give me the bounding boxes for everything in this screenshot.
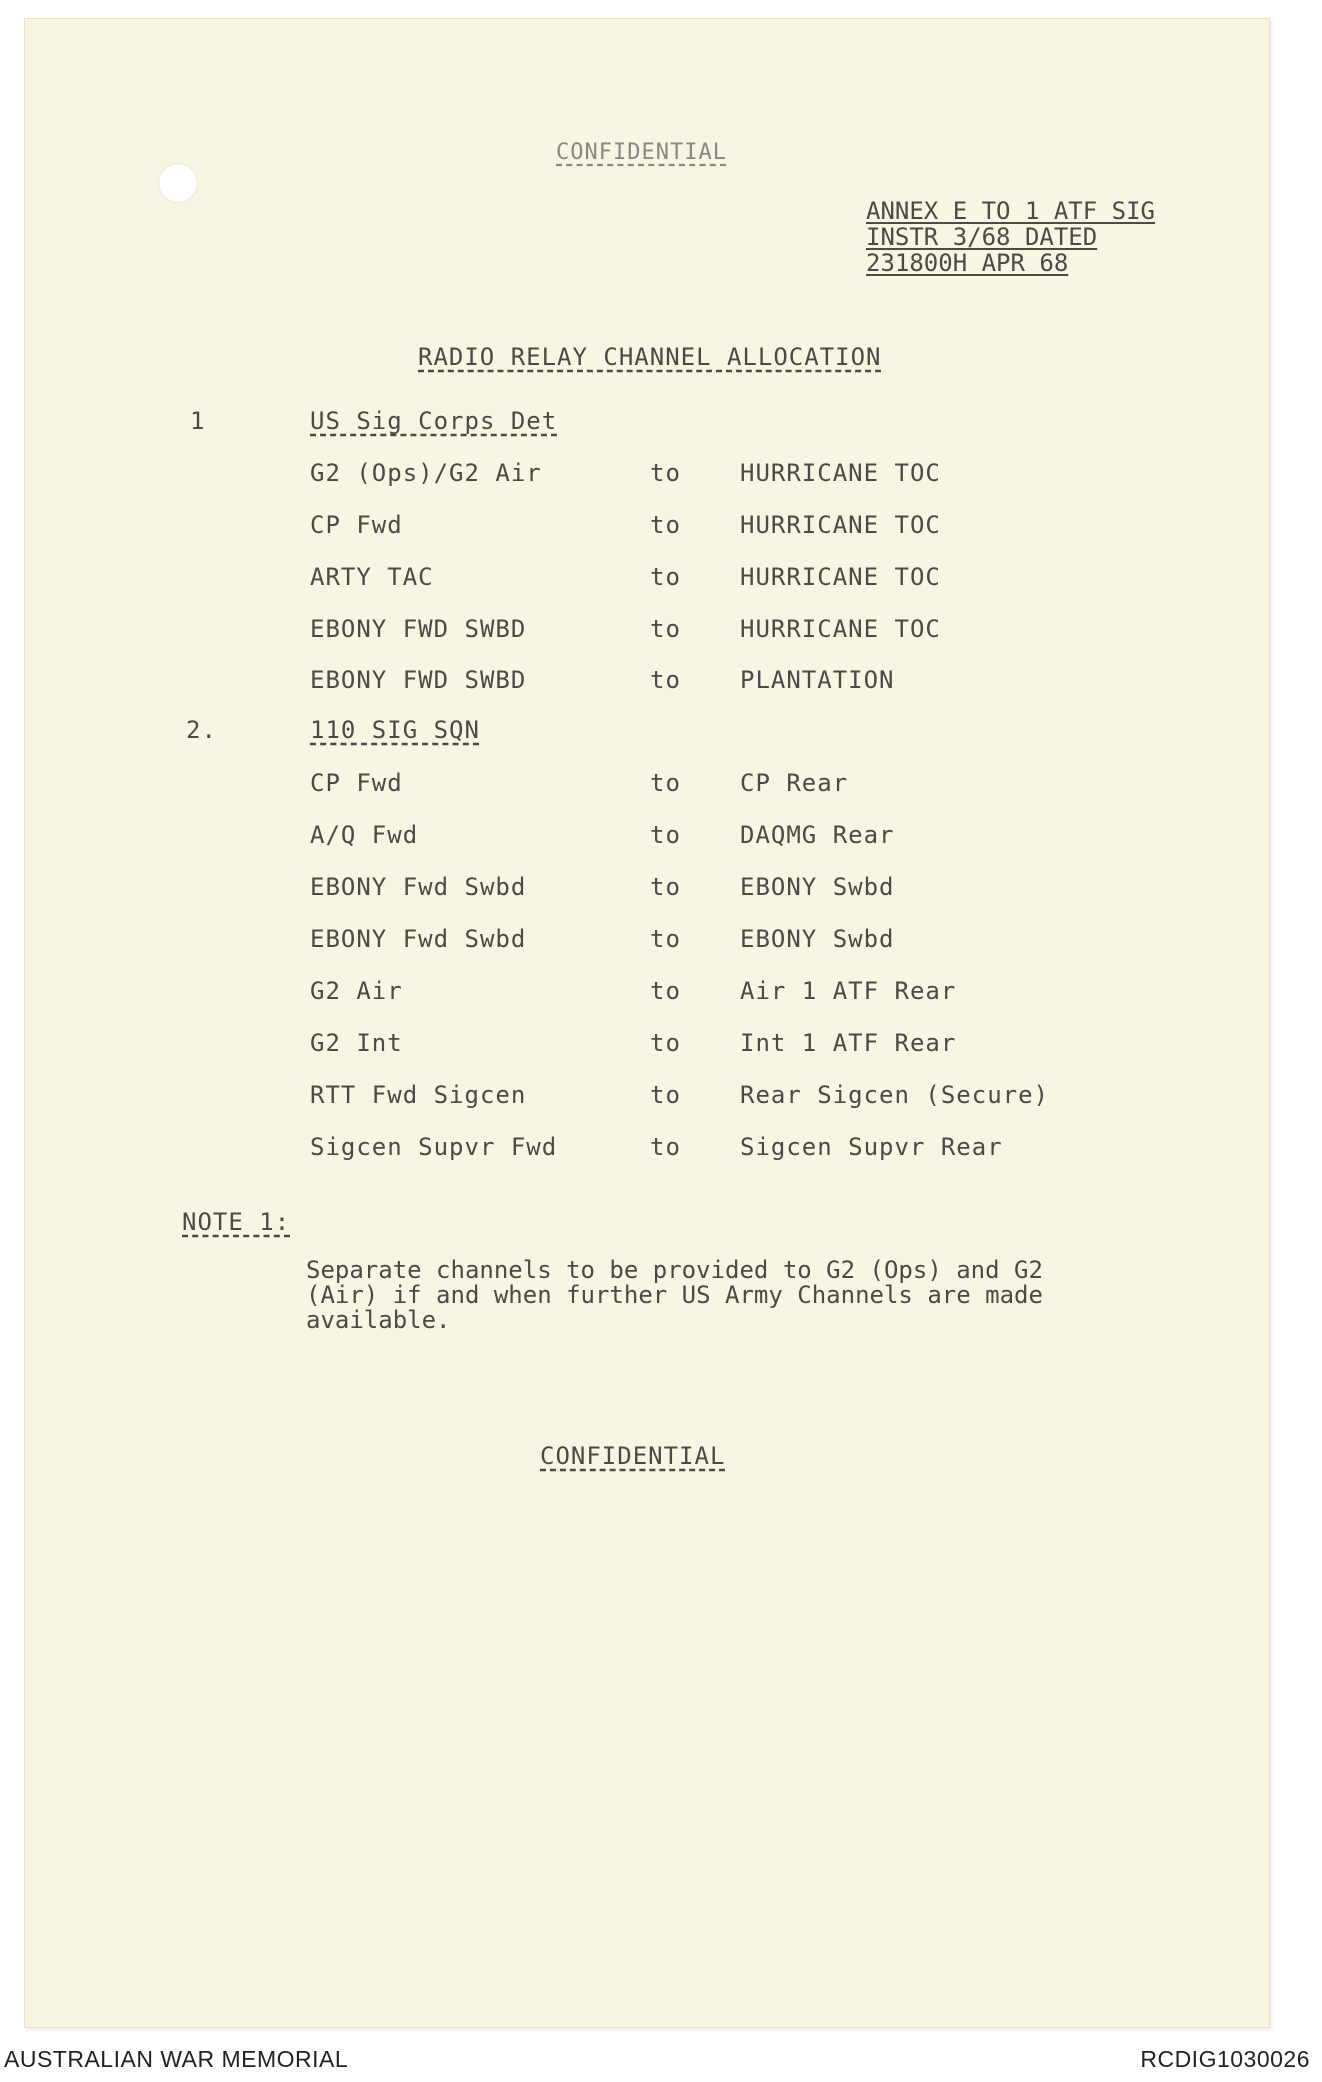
to-word: to [650, 511, 681, 539]
allocation-row [0, 769, 1322, 799]
from-station: EBONY FWD SWBD [310, 666, 527, 694]
classification-bottom: CONFIDENTIAL [540, 1442, 726, 1470]
dest-station: Int 1 ATF Rear [740, 1029, 957, 1057]
allocation-row [0, 563, 1322, 593]
dest-station: HURRICANE TOC [740, 563, 941, 591]
to-word: to [650, 925, 681, 953]
to-word: to [650, 563, 681, 591]
to-word: to [650, 1133, 681, 1161]
dest-station: Rear Sigcen (Secure) [740, 1081, 1049, 1109]
annex-line-1: ANNEX E TO 1 ATF SIG [866, 197, 1155, 225]
allocation-row [0, 666, 1322, 696]
section-number: 2. [186, 716, 217, 744]
allocation-row [0, 615, 1322, 645]
document-page [24, 18, 1270, 2028]
from-station: RTT Fwd Sigcen [310, 1081, 527, 1109]
from-station: EBONY Fwd Swbd [310, 925, 527, 953]
dest-station: DAQMG Rear [740, 821, 895, 849]
from-station: EBONY FWD SWBD [310, 615, 527, 643]
to-word: to [650, 1081, 681, 1109]
dest-station: Air 1 ATF Rear [740, 977, 957, 1005]
classification-top: CONFIDENTIAL [556, 140, 727, 165]
dest-station: HURRICANE TOC [740, 615, 941, 643]
allocation-row [0, 1081, 1322, 1111]
to-word: to [650, 459, 681, 487]
to-word: to [650, 977, 681, 1005]
document-title: RADIO RELAY CHANNEL ALLOCATION [418, 343, 882, 371]
from-station: CP Fwd [310, 511, 403, 539]
dest-station: CP Rear [740, 769, 849, 797]
to-word: to [650, 1029, 681, 1057]
allocation-row [0, 925, 1322, 955]
note-label: NOTE 1: [182, 1208, 291, 1236]
note-text: Separate channels to be provided to G2 (Ops) and G2 (Air) if and when further US Army Channels are made available. [306, 1256, 1043, 1334]
archive-credit: AUSTRALIAN WAR MEMORIAL [4, 2046, 349, 2072]
allocation-row [0, 1133, 1322, 1163]
from-station: G2 (Ops)/G2 Air [310, 459, 542, 487]
section-heading: US Sig Corps Det [310, 407, 558, 435]
to-word: to [650, 769, 681, 797]
archive-reference: RCDIG1030026 [1140, 2046, 1310, 2072]
section-number: 1 [190, 407, 206, 435]
dest-station: PLANTATION [740, 666, 895, 694]
from-station: ARTY TAC [310, 563, 434, 591]
dest-station: EBONY Swbd [740, 925, 895, 953]
annex-reference [866, 198, 1155, 276]
allocation-row [0, 511, 1322, 541]
from-station: G2 Air [310, 977, 403, 1005]
to-word: to [650, 873, 681, 901]
allocation-row [0, 821, 1322, 851]
to-word: to [650, 615, 681, 643]
dest-station: HURRICANE TOC [740, 459, 941, 487]
punch-hole [158, 163, 198, 203]
allocation-row [0, 459, 1322, 489]
annex-line-2: INSTR 3/68 DATED [866, 223, 1098, 251]
annex-line-3: 231800H APR 68 [866, 249, 1069, 277]
section-heading: 110 SIG SQN [310, 716, 480, 744]
from-station: G2 Int [310, 1029, 403, 1057]
dest-station: Sigcen Supvr Rear [740, 1133, 1003, 1161]
from-station: CP Fwd [310, 769, 403, 797]
dest-station: HURRICANE TOC [740, 511, 941, 539]
to-word: to [650, 821, 681, 849]
to-word: to [650, 666, 681, 694]
allocation-row [0, 873, 1322, 903]
from-station: EBONY Fwd Swbd [310, 873, 527, 901]
allocation-row [0, 1029, 1322, 1059]
from-station: Sigcen Supvr Fwd [310, 1133, 558, 1161]
dest-station: EBONY Swbd [740, 873, 895, 901]
from-station: A/Q Fwd [310, 821, 419, 849]
allocation-row [0, 977, 1322, 1007]
